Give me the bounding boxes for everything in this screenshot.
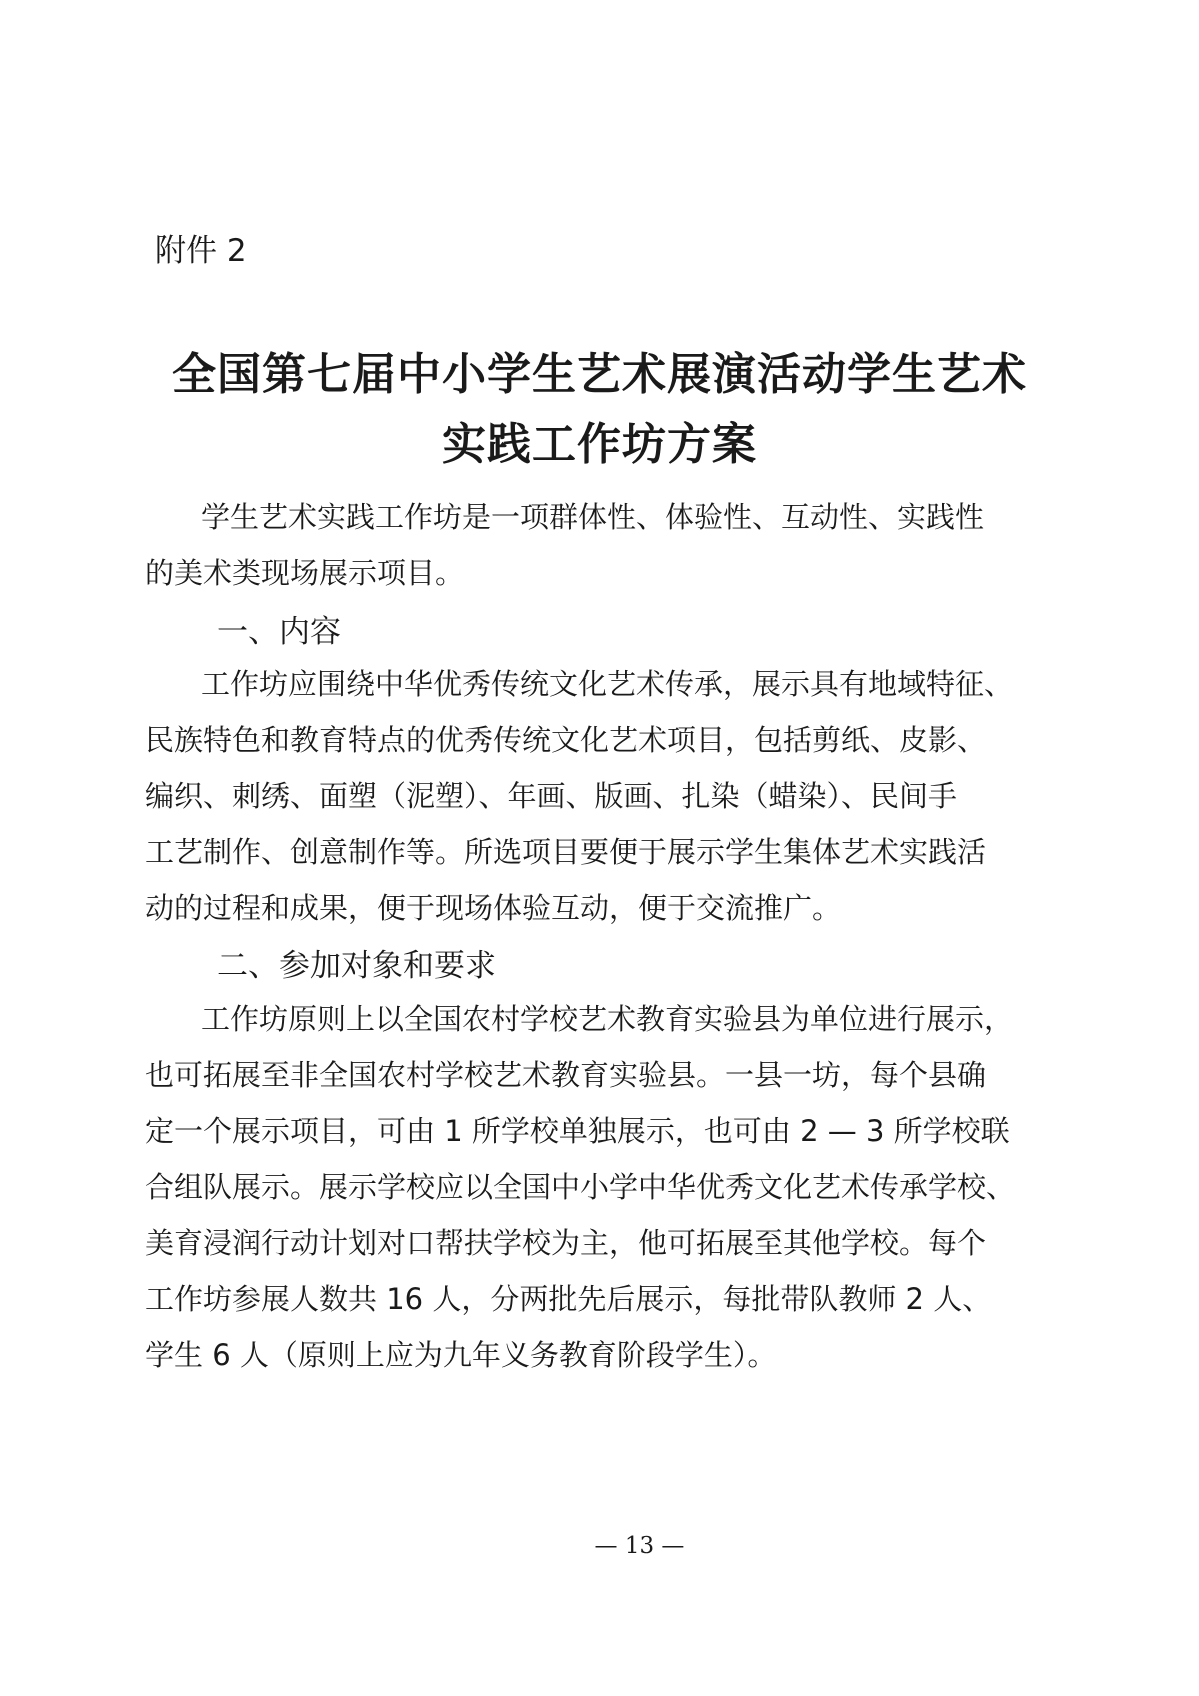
section-1-line-2: 民族特色和教育特点的优秀传统文化艺术项目，包括剪纸、皮影、 — [145, 723, 987, 757]
intro-line-1: 学生艺术实践工作坊是一项群体性、体验性、互动性、实践性 — [201, 500, 985, 534]
section-1-line-4: 工艺制作、创意制作等。所选项目要便于展示学生集体艺术实践活 — [145, 835, 987, 869]
section-2-line-3: 定一个展示项目，可由 1 所学校单独展示，也可由 2 — 3 所学校联 — [145, 1114, 1010, 1148]
intro-line-2: 的美术类现场展示项目。 — [145, 556, 465, 590]
section-2-line-6: 工作坊参展人数共 16 人，分两批先后展示，每批带队教师 2 人、 — [145, 1282, 992, 1316]
section-2-line-4: 合组队展示。展示学校应以全国中小学中华优秀文化艺术传承学校、 — [145, 1170, 1016, 1204]
section-1-line-1: 工作坊应围绕中华优秀传统文化艺术传承，展示具有地域特征、 — [201, 667, 1014, 701]
document-title-line-2: 实践工作坊方案 — [442, 419, 757, 470]
section-1-heading: 一、内容 — [217, 614, 341, 650]
section-2-line-2: 也可拓展至非全国农村学校艺术教育实验县。一县一坊，每个县确 — [145, 1058, 987, 1092]
document-title-line-1: 全国第七届中小学生艺术展演活动学生艺术 — [172, 349, 1027, 400]
attachment-label: 附件 2 — [155, 233, 247, 269]
section-2-line-1: 工作坊原则上以全国农村学校艺术教育实验县为单位进行展示， — [201, 1002, 1014, 1036]
section-2-heading: 二、参加对象和要求 — [217, 948, 496, 984]
section-1-line-5: 动的过程和成果，便于现场体验互动，便于交流推广。 — [145, 891, 842, 925]
section-2-line-5: 美育浸润行动计划对口帮扶学校为主，他可拓展至其他学校。每个 — [145, 1226, 987, 1260]
section-1-line-3: 编织、刺绣、面塑（泥塑）、年画、版画、扎染（蜡染）、民间手 — [145, 779, 958, 813]
page-number: — 13 — — [594, 1533, 685, 1559]
section-2-line-7: 学生 6 人（原则上应为九年义务教育阶段学生）。 — [145, 1338, 777, 1372]
